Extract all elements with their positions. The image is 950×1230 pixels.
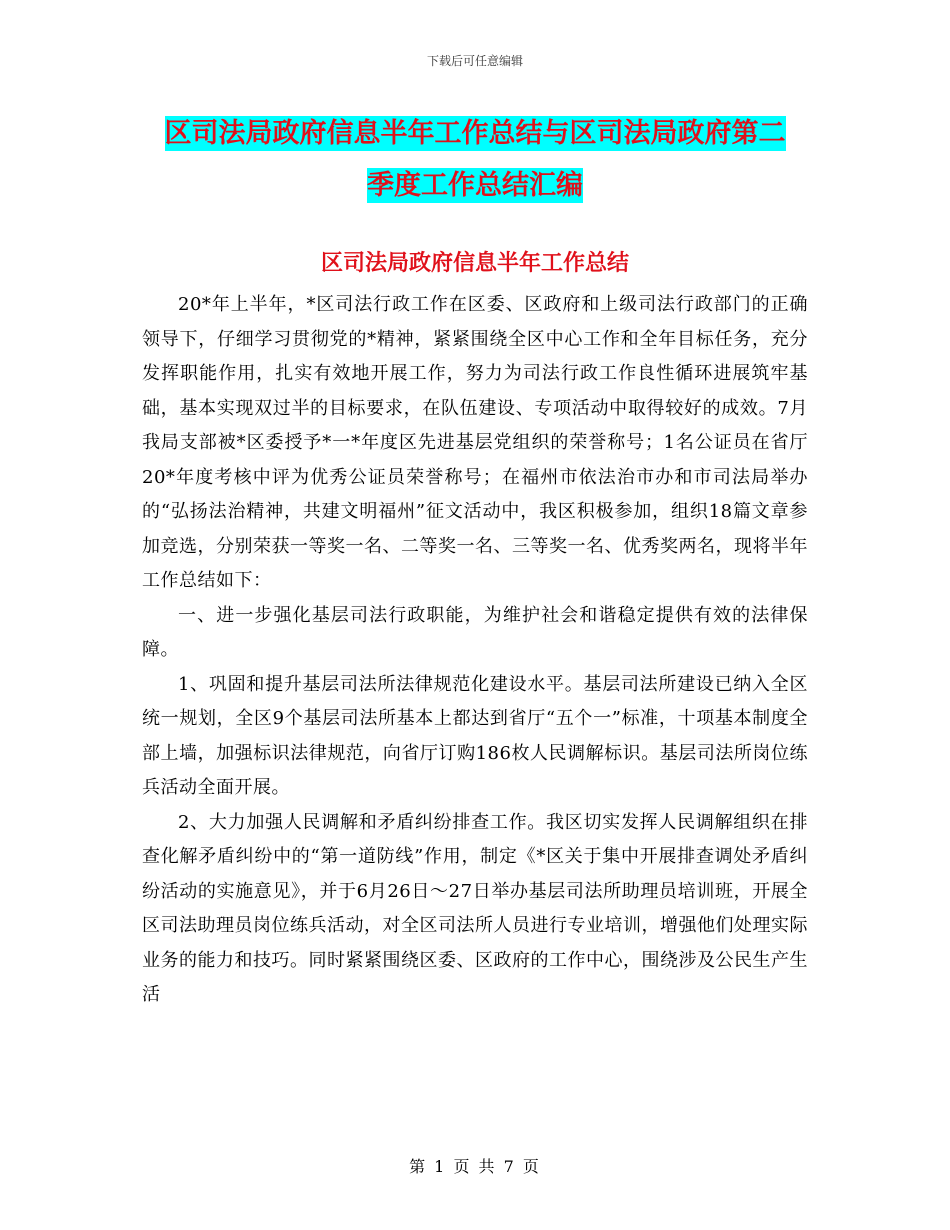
paragraph-intro: 20*年上半年，*区司法行政工作在区委、区政府和上级司法行政部门的正确领导下，仔细学习贯彻党的*精神，紧紧围绕全区中心工作和全年目标任务，充分发挥职能作用，扎实有效地开展工作，努力为司法行政工作良性循环进展筑牢基础，基本实现双过半的目标要求，在队伍建设、专项活动中取得较好的成效。7月我局支部被*区委授予*一*年度区先进基层党组织的荣誉称号；1名公证员在省厅20*年度考核中评为优秀公证员荣誉称号；在福州市依法治市办和市司法局举办的“弘扬法治精神，共建文明福州”征文活动中，我区积极参加，组织18篇文章参加竞选，分别荣获一等奖一名、二等奖一名、三等奖一名、优秀奖两名，现将半年工作总结如下： xyxy=(142,294,808,591)
document-title xyxy=(0,108,950,212)
paragraph-item-1: 1、巩固和提升基层司法所法律规范化建设水平。基层司法所建设已纳入全区统一规划，全区9个基层司法所基本上都达到省厅“五个一”标准，十项基本制度全部上墙，加强标识法律规范，向省厅订购186枚人民调解标识。基层司法所岗位练兵活动全面开展。 xyxy=(142,673,808,798)
document-title-line-2: 季度工作总结汇编 xyxy=(367,170,583,201)
paragraph-item-2: 2、大力加强人民调解和矛盾纠纷排查工作。我区切实发挥人民调解组织在排查化解矛盾纠纷中的“第一道防线”作用，制定《*区关于集中开展排查调处矛盾纠纷活动的实施意见》，并于6月26日～27日举办基层司法所助理员培训班，开展全区司法助理员岗位练兵活动，对全区司法所人员进行专业培训，增强他们处理实际业务的能力和技巧。同时紧紧围绕区委、区政府的工作中心，围绕涉及公民生产生活 xyxy=(142,811,808,1005)
paragraph-heading-1: 一、进一步强化基层司法行政职能，为维护社会和谐稳定提供有效的法律保障。 xyxy=(142,604,808,660)
document-title-line-1: 区司法局政府信息半年工作总结与区司法局政府第二 xyxy=(164,118,786,149)
page-footer: 第 1 页 共 7 页 xyxy=(409,1157,541,1176)
section-title: 区司法局政府信息半年工作总结 xyxy=(320,251,629,276)
header-note: 下载后可任意编辑 xyxy=(426,54,523,68)
document-body xyxy=(142,288,808,1013)
